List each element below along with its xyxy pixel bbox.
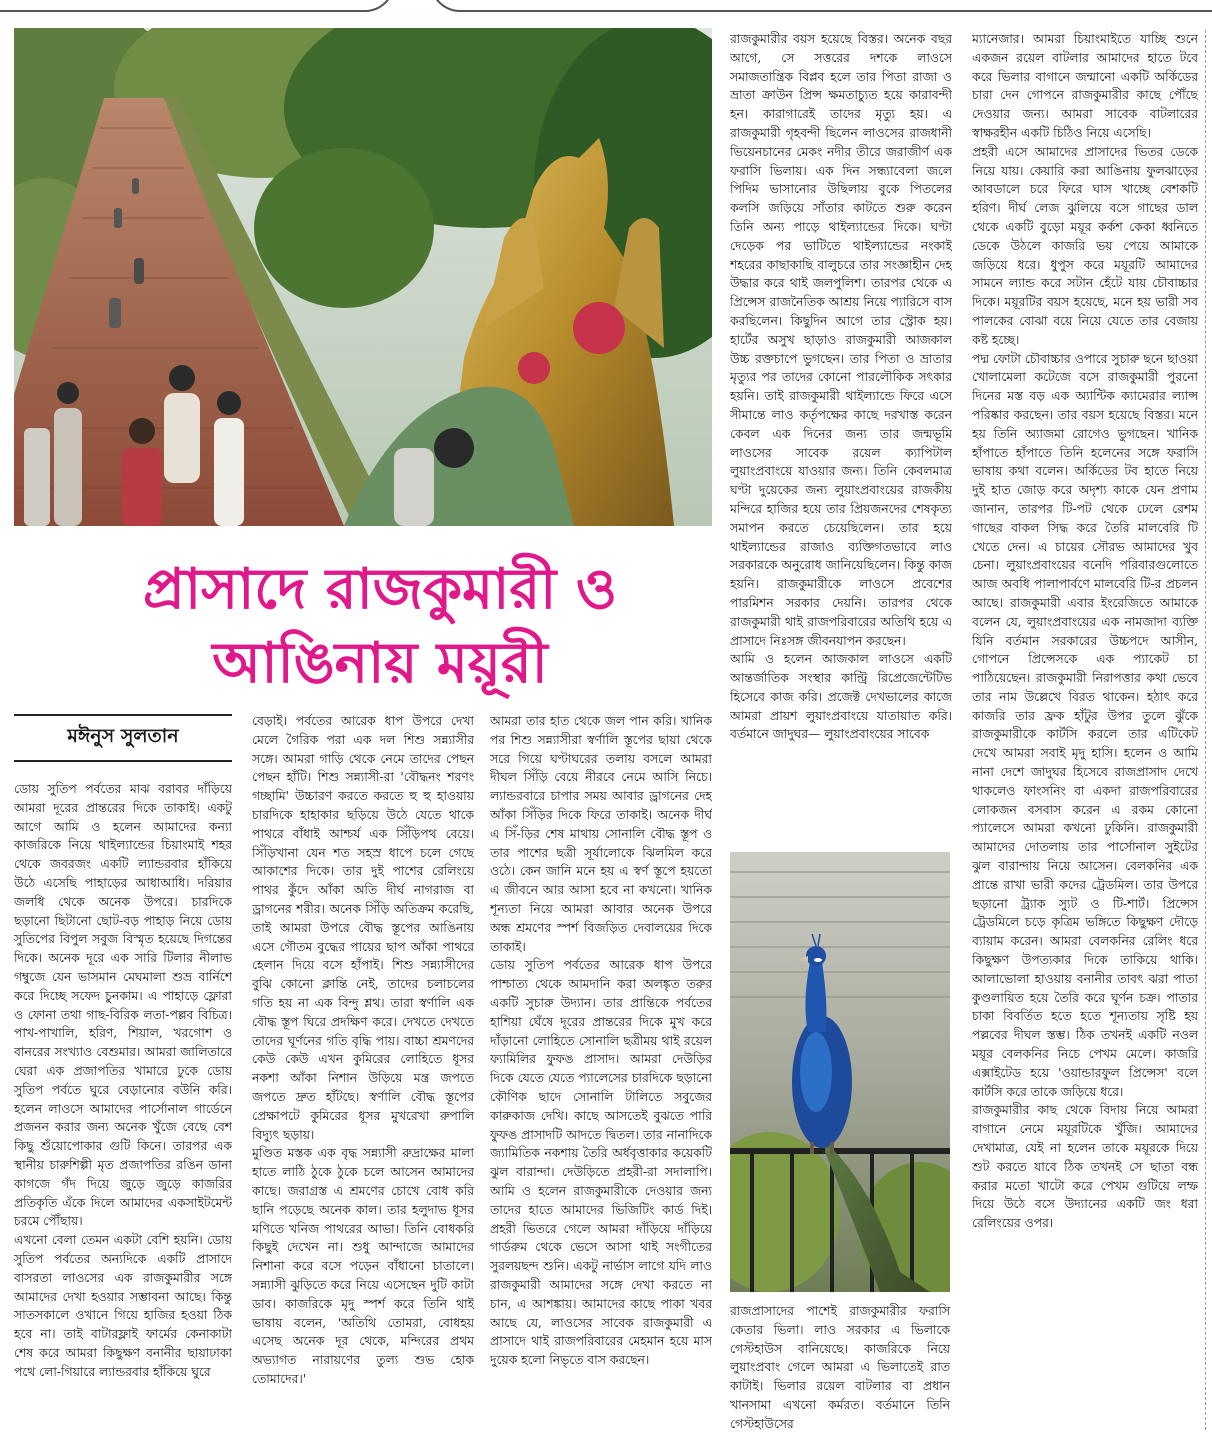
paragraph: আমি ও হলেন আজকাল লাওসে একটি আন্তর্জাতিক সংস্থার কান্ট্রি রিপ্রেজেন্টেটিভ হিসেবে কাজ করি। প্রজেক্ট দেখভালের কাজে আমরা প্রায়শ লুয়াংপ্রবাংয়ে যাতায়াত করি। বর্তমানে জাদুঘর— লুয়াংপ্রবাংয়ের সাবেক (730, 652, 952, 742)
paragraph: ডোয় সুতিপ পর্বতের মাঝ বরাবর দাঁড়িয়ে আমরা দূরের প্রান্তরের দিকে তাকাই। একটু আগে আমি ও হলেন আমাদের কন্যা কাজরিকে নিয়ে থাইল্যান্ডের চিয়াংমাই শহর থেকে জবরজং একটি ল্যান্ডরবার হাঁকিয়ে উঠে এসেছি পাহাড়ের আধাআধি। দরিয়ার জলধি থেকে অনেক উপরে। চারদিকে ছড়ানো ছিটানো ছোট-বড় পাহাড় নিয়ে ডোয় সুতিপের বিপুল সবুজ বিস্মৃত হয়েছে দিগন্তের দিকে। অনেক দূরে এক সারি টিলার নীলাভ গম্বুজে যেন ভাসমান মেঘমালা শুভ্র বার্নিশে করে দিচ্ছে সফেদ চুনকাম। এ পাহাড়ে ফ্লোরা ও ফোনা তথা গাছ-বিরিক লতা-পল্লব বিচিত্র। পাখ-পাখালি, হরিণ, শিয়াল, খরগোশ ও বানরের সংখ্যাও বেশুমার। আমরা জালিতারে ঘেরা এক প্রজাপতির খামারে ঢুকে ডোয় সুতিপ পর্বতে ঘুরে বেড়ানোর বউনি করি। হলেন লাওসে আমাদের পার্সোনাল গার্ডেনে প্রজনন করার জন্য অনেক খুঁজে বেছে বেশ কিছু শুঁয়োপোকার গুটি কিনে। তারপর এক স্থানীয় চারুশিল্পী মৃত প্রজাপতির রঙিন ডানা কাগজে গঁদ দিয়ে জুড়ে জুড়ে কাজরির প্রতিকৃতি এঁকে দিলে আমাদের একসাইটমেন্ট চরমে পৌঁছায়। (14, 782, 232, 1229)
paragraph: প্রহরী এসে আমাদের প্রাসাদের ভিতর ডেকে নিয়ে যায়। কেয়ারি করা আঙিনায় ফুলঝাড়ের আবডালে চরে ফিরে ঘাস খাচ্ছে বেশকটি হরিণ। দীর্ঘ লেজ ঝুলিয়ে বসে গাছের ডাল থেকে একটি বুড়ো ময়ূর কর্কশ কেকা ধ্বনিতে ডেকে উঠলে কাজরি ভয় পেয়ে আমাকে জড়িয়ে ধরে। ধুপুস করে ময়ূরটি আমাদের সামনে ল্যান্ড করে সটান হেঁটে যায় চৌবাচ্চার দিকে। ময়ূরটির বয়স হয়েছে, মনে হয় ভারী সব পালকের বোঝা বয়ে নিয়ে যেতে তার বেজায় কষ্ট হচ্ছে। (972, 144, 1198, 347)
paragraph: এখনো বেলা তেমন একটা বেশি হয়নি। ডোয় সুতিপ পর্বতের অন্যদিকে একটি প্রাসাদে বাসরতা লাওসের এক রাজকুমারীর সঙ্গে আমাদের দেখা হওয়ার সম্ভাবনা আছে। কিন্তু সাতসকালে ওখানে গিয়ে হাজির হওয়া ঠিক হবে না। তাই বাটারফ্লাই ফার্মের কেনাকাটা শেষ করে আমরা কিছুক্ষণ বনানীর ছায়াঢাকা পথে লো-গিয়ারে ল্যান্ডরবার হাঁকিয়ে ঘুরে (14, 1233, 232, 1379)
column-2 (252, 712, 474, 1434)
author-byline: মঈনুস সুলতান (14, 714, 232, 762)
paragraph: আমরা তার হাত থেকে জল পান করি। খানিক পর শিশু সন্ন্যাসীরা স্বর্ণালি স্তূপের ছায়া থেকে সরে গিয়ে ঘণ্টাঘরের তলায় বসলে আমরা দীঘল সিঁড়ি বেয়ে নীরবে নেমে আসি নিচে। ল্যান্ডরবারে চাপার সময় আবার ড্রাগনের দেহ আঁকা সিঁড়ির দিকে ফিরে তাকাই। অনেক দীর্ঘ এ সিঁ-ড়ির শেষ মাথায় সোনালি বৌদ্ধ স্তূপ ও তার পাশের ছত্রী সূর্যালোকে ঝিলমিল করে ওঠে। কেন জানি মনে হয় এ স্বর্ণ স্তূপে হয়তো এ জীবনে আর আসা হবে না কখনো। খানিক শূন্যতা নিয়ে আমরা আবার অনেক উপরে অন্ধ শ্রমণের স্পর্শ বিজড়িত দেবালয়ের দিকে তাকাই। (490, 714, 712, 954)
headline-line-1: প্রাসাদে রাজকুমারী ও (143, 556, 617, 622)
peacock-photo-caption: রাজপ্রাসাদের পাশেই রাজকুমারীর ফরাসি কেতার ভিলা। লাও সরকার এ ভিলাকে গেস্টহাউস বানিয়েছে। কাজরিকে নিয়ে লুয়াংপ্রবাং গেলে আমরা এ ভিলাতেই রাত কাটাই। ভিলার রয়েল বাটলার বা প্রধান খানসামা এখনো কর্মরত। বর্তমানে তিনি গেস্টহাউসের (730, 1304, 950, 1431)
temple-staircase-photo (14, 28, 712, 526)
paragraph: রাজকুমারীর কাছ থেকে বিদায় নিয়ে আমরা বাগানে নেমে ময়ূরটিকে খুঁজি। আমাদের দেখামাত্র, যেই না হলেন তাকে ময়ূরকে দিয়ে শুট করতে যাবে ঠিক তখনই সে ছাতা বন্ধ করার মতো খাটো করে পেখম গুটিয়ে লম্ফ দিয়ে উঠে বসে উদ্যানের একটি জং ধরা রেলিংয়ের ওপর। (972, 1103, 1198, 1231)
headline-line-2: আঙিনায় ময়ূরী (212, 630, 548, 696)
column-1 (14, 780, 232, 1434)
column-3 (490, 712, 712, 1434)
article-headline (60, 552, 700, 700)
column-4 (730, 30, 952, 838)
paragraph: মুণ্ডিত মস্তক এক বৃদ্ধ সন্ন্যাসী রুদ্রাক্ষের মালা হাতে লাঠি ঠুকে ঠুকে চলে আসেন আমাদের কাছে। জরাগ্রস্ত এ শ্রমণের চোখে বোধ করি ছানি পড়েছে অনেক কাল। তার হলুদাভ ধূসর মণিতে খনিজ পাথরের আভা। তিনি বোধকরি কিছুই দেখেন না। শুধু আন্দাজে আমাদের নিশানা করে বসে পড়েন বাঁধানো চাতালে। সন্ন্যাসী ঝুড়িতে করে নিয়ে এসেছেন দুটি কাটা ডাব। কাজরিকে মৃদু স্পর্শ করে তিনি থাই ভাষায় বলেন, 'অতিথি তোমরা, বোধহয় এসেছ অনেক দূর থেকে, মন্দিরের প্রথম অভ্যাগত নারায়ণের তুল্য শুভ হোক তোমাদের।' (252, 1146, 474, 1386)
paragraph: ডোয় সুতিপ পর্বতের আরেক ধাপ উপরে পাশ্চাত্য থেকে আমদানি করা অলঙ্কৃত তরুর একটি সুচারু উদ্যান। তার প্রান্তিকে পর্বতের হাশিয়া ঘেঁষে দূরের প্রান্তরের দিকে মুখ করে দাঁড়ানো লোহিতে সোনালি ছত্রীময় থাই রয়েল ফ্যামিলির ফুফঙ প্রাসাদ। আমরা দেউড়ির দিকে যেতে যেতে প্যালেসের চারদিকে ছড়ানো কৌণিক ছাদে সোনালি টালিতে সবুজের কারুকাজ দেখি। কাছে আসতেই বুঝতে পারি ফুফঙ প্রাসাদটি আদতে দ্বিতল। তার নানাদিকে জ্যামিতিক নকশায় তৈরি অর্ধবৃত্তাকার কয়েকটি ঝুল বারান্দা। দেউড়িতে প্রহরী-রা সদালাপি। আমি ও হলেন রাজকুমারীকে দেওয়ার জন্য তাদের হাতে আমাদের ভিজিটিং কার্ড দিই। প্রহরী ভিতরে গেলে আমরা দাঁড়িয়ে দাঁড়িয়ে গার্ডরুম থেকে ভেসে আসা থাই সংগীতের সুরলয়ছন্দ শুনি। একটু নার্ভাস লাগে যদি লাও রাজকুমারী আমাদের সঙ্গে দেখা করতে না চান, এ আশঙ্কায়। আমাদের কাছে পাকা খবর আছে যে, লাওসের সাবেক রাজকুমারী এ প্রাসাদে থাই রাজপরিবারের মেহমান হয়ে মাস দুয়েক হলো নিভৃতে বাস করছেন। (490, 958, 712, 1368)
paragraph: ম্যানেজার। আমরা চিয়াংমাইতে যাচ্ছি শুনে একজন রয়েল বাটলার আমাদের হাতে টবে করে ভিলার বাগানে জন্মানো একটি অর্কিডের চারা দেন গোপনে রাজকুমারীর কাছে পৌঁছে দেওয়ার জন্য। আমরা সাবেক বাটলারের স্বাক্ষরহীন একটি চিঠিও নিয়ে এসেছি। (972, 32, 1198, 140)
paragraph: পদ্ম ফোটা চৌবাচ্চার ওপারে সুচারু ছনে ছাওয়া খোলামেলা কটেজে বসে রাজকুমারী পুরনো দিনের মস্ত বড় এক অ্যান্টিক ক্যামেরার ল্যান্স পরিষ্কার করছেন। তার বয়স হয়েছে বিস্তর। মনে হয় তিনি অ্যাজমা রোগেও ভুগছেন। খানিক হাঁপাতে হাঁপাতে তিনি হলেনের সঙ্গে ফরাসি ভাষায় কথা বলেন। অর্কিডের টব হাতে নিয়ে দুই হাত জোড় করে অদৃশ্য কাকে যেন প্রণাম জানান, তারপর টি-পট থেকে ঢেলে রেশম গাছের বাকল সিদ্ধ করে তৈরি মালবেরি টি খেতে দেন। এ চায়ের সৌরভ আমাদের খুব চেনা। লুয়াংপ্রবাংয়ের বনেদি পরিবারগুলোতে আজ অবধি পালাপার্বণে মালবেরি টি-র প্রচলন আছে। রাজকুমারী এবার ইংরেজিতে আমাকে বলেন যে, লুয়াংপ্রবাংয়ের এক নামজাদা ব্যক্তি যিনি বর্তমান সরকারের উচ্চপদে আসীন, গোপনে প্রিন্সেসকে এক প্যাকেট চা পাঠিয়েছেন। রাজকুমারী নিরাপত্তার কথা ভেবে তার নাম উল্লেখে বিরত থাকেন। হঠাৎ করে কাজরি তার ফ্রক হাঁটুর উপর তুলে ঝুঁকে রাজকুমারীকে কার্টসি করলে তার এটিকেট দেখে আমরা সবাই মৃদু হাসি। হলেন ও আমি নানা দেশে জাদুঘর হিসেবে রাজপ্রাসাদ দেখে থাকলেও ফাংসনিং বা একদা রাজপরিবারের লোকজন বসবাস করেন এ রকম কোনো প্যালেসে আমরা কখনো ঢুকিনি। রাজকুমারী আমাদের দোতলায় তার পার্সোনাল সুইটের ঝুল বারান্দায় নিয়ে আসেন। বেলকনির এক প্রান্তে রাখা ভারী কদের ট্রেডমিল। তার উপরে ছড়ানো ট্র্যাক স্যুট ও টি-শার্ট। প্রিন্সেস ট্রেডমিলে চড়ে কৃত্রিম ভঙ্গিতে কিছুক্ষণ দৌড়ে ব্যায়াম করেন। আমরা বেলকনির রেলিং ধরে কিছুক্ষণ উপত্যকার দিকে তাকিয়ে থাকি। আলাভোলা হাওয়ায় বনানীর তাবৎ ঝরা পাতা কুণ্ডলায়িত হয়ে তৈরি করে ঘূর্ণন চক্র। পাতার চাকা বিবর্তিত হতে হতে শূন্যতায় সৃষ্টি হয় পল্লবের দীঘল স্তম্ভ। ঠিক তখনই একটি নওল ময়ূর বেলকনির নিচে পেখম মেলে। কাজরি এক্সাইটেড হয়ে 'ওয়ান্ডারফুল প্রিন্সেস' বলে কার্টসি করে তাকে জড়িয়ে ধরে। (972, 351, 1198, 1099)
peacock-photo (730, 852, 950, 1292)
paragraph: রাজকুমারীর বয়স হয়েছে বিস্তর। অনেক বছর আগে, সে সত্তরের দশকে লাওসে সমাজতান্ত্রিক বিপ্লব হলে তার পিতা রাজা ও ভ্রাতা ক্রাউন প্রিন্স ক্ষমতাচ্যুত হয়ে কারাবন্দী হন। কারাগারেই তাদের মৃত্যু হয়। এ রাজকুমারী গৃহবন্দী ছিলেন লাওসের রাজধানী ভিয়েনচানের মেকং নদীর তীরে জরাজীর্ণ এক ফরাসি ভিলায়। এক দিন সন্ধ্যাবেলা জলে পিদিম ভাসানোর উছিলায় বুকে পিতলের কলসি জড়িয়ে সাঁতার কাটতে শুরু করেন তিনি অন্য পাড়ে থাইল্যান্ডের দিকে। ঘণ্টা দেড়েক পর ভাটিতে থাইল্যান্ডের নংকাই শহরের কাছাকাছি বালুচরে তার সংজ্ঞাহীন দেহ উদ্ধার করে থাই জলপুলিশ। তারপর থেকে এ প্রিন্সেস রাজনৈতিক আশ্রয় নিয়ে প্যারিসে বাস করছিলেন। কিছুদিন আগে তার স্ট্রোক হয়। হার্টের অসুখ ছাড়াও রাজকুমারী আজকাল উচ্চ রক্তচাপে ভুগছেন। তার পিতা ও ভ্রাতার মৃত্যুর পর তাদের কোনো পারলৌকিক সৎকার হয়নি। তাই রাজকুমারী থাইল্যান্ডে ফিরে এসে সীমান্তে লাও কর্তৃপক্ষের কাছে দরখাস্ত করেন কেবল এক দিনের জন্য তার জন্মভূমি লাওসের সাবেক রয়েল ক্যাপিটাল লুয়াংপ্রবাংয়ে যাওয়ার জন্য। তিনি কেবলমাত্র ঘণ্টা দুয়েকের জন্য লুয়াংপ্রবাংয়ের রাজকীয় মন্দিরে হাজির হয়ে তার প্রিয়জনদের শেষকৃত্য সমাপন করতে চেয়েছিলেন। তার হয়ে থাইল্যান্ডের রাজাও ব্যক্তিগতভাবে লাও সরকারকে অনুরোধ জানিয়েছিলেন। কিন্তু কাজ হয়নি। রাজকুমারীকে লাওসে প্রবেশের পারমিশন সরকার দেয়নি। তারপর থেকে রাজকুমারী থাই রাজপরিবারের অতিথি হয়ে এ প্রাসাদে নিঃসঙ্গ জীবনযাপন করছেন। (730, 32, 952, 648)
column-5 (972, 30, 1198, 1434)
paragraph: বেড়াই। পর্বতের আরেক ধাপ উপরে দেখা মেলে গৈরিক পরা এক দল শিশু সন্ন্যাসীর সঙ্গে। আমরা গাড়ি থেকে নেমে তাদের পেছন পেছন হাঁটি। শিশু সন্ন্যাসী-রা 'বৌদ্ধনং শরণং গচ্ছামি' উচ্চারণ করতে করতে হু হু হাওয়ায় চারদিকে হাহাকার ছড়িয়ে উঠে যেতে থাকে পাথরে বাঁধাই আশ্চর্য এক সিঁড়িপথ বেয়ে। সিঁড়িখানা যেন শত সহস্র ধাপে চলে গেছে আকাশের দিকে। তার দুই পাশের রেলিংয়ে পাথর কুঁদে আঁকা অতি দীর্ঘ নাগরাজ বা ড্রাগনের শরীর। অনেক সিঁড়ি অতিক্রম করেছি, তাই আমরা উপরে বৌদ্ধ স্তূপের আঙিনায় এসে গৌতম বুদ্ধের পায়ের ছাপ আঁকা পাথরে হেলান দিয়ে বসে হাঁপাই। শিশু সন্ন্যাসীদের বুঝি কোনো ক্লান্তি নেই, তাদের চলাচলের গতি হয় না এক বিন্দু শ্লথ। তারা স্বর্ণালি এক বৌদ্ধ স্তূপ ঘিরে প্রদক্ষিণ করে। দেখতে দেখতে তাদের ঘূর্ণনের গতি বৃদ্ধি পায়। বাচ্চা শ্রমণদের কেউ কেউ এখন কুমিরের লোহিতে ধূসর নকশা আঁকা নিশান উড়িয়ে মন্ত্র জপতে জপতে দ্রুত হাঁটছে। স্বর্ণালি বৌদ্ধ স্তূপের প্রেক্ষাপটে কুমিরের ধূসর মুখরেখা রুপালি বিদ্যুৎ ছড়ায়। (252, 714, 474, 1142)
page-fold-edge (1205, 30, 1208, 1430)
page-top-border (0, 0, 1212, 14)
